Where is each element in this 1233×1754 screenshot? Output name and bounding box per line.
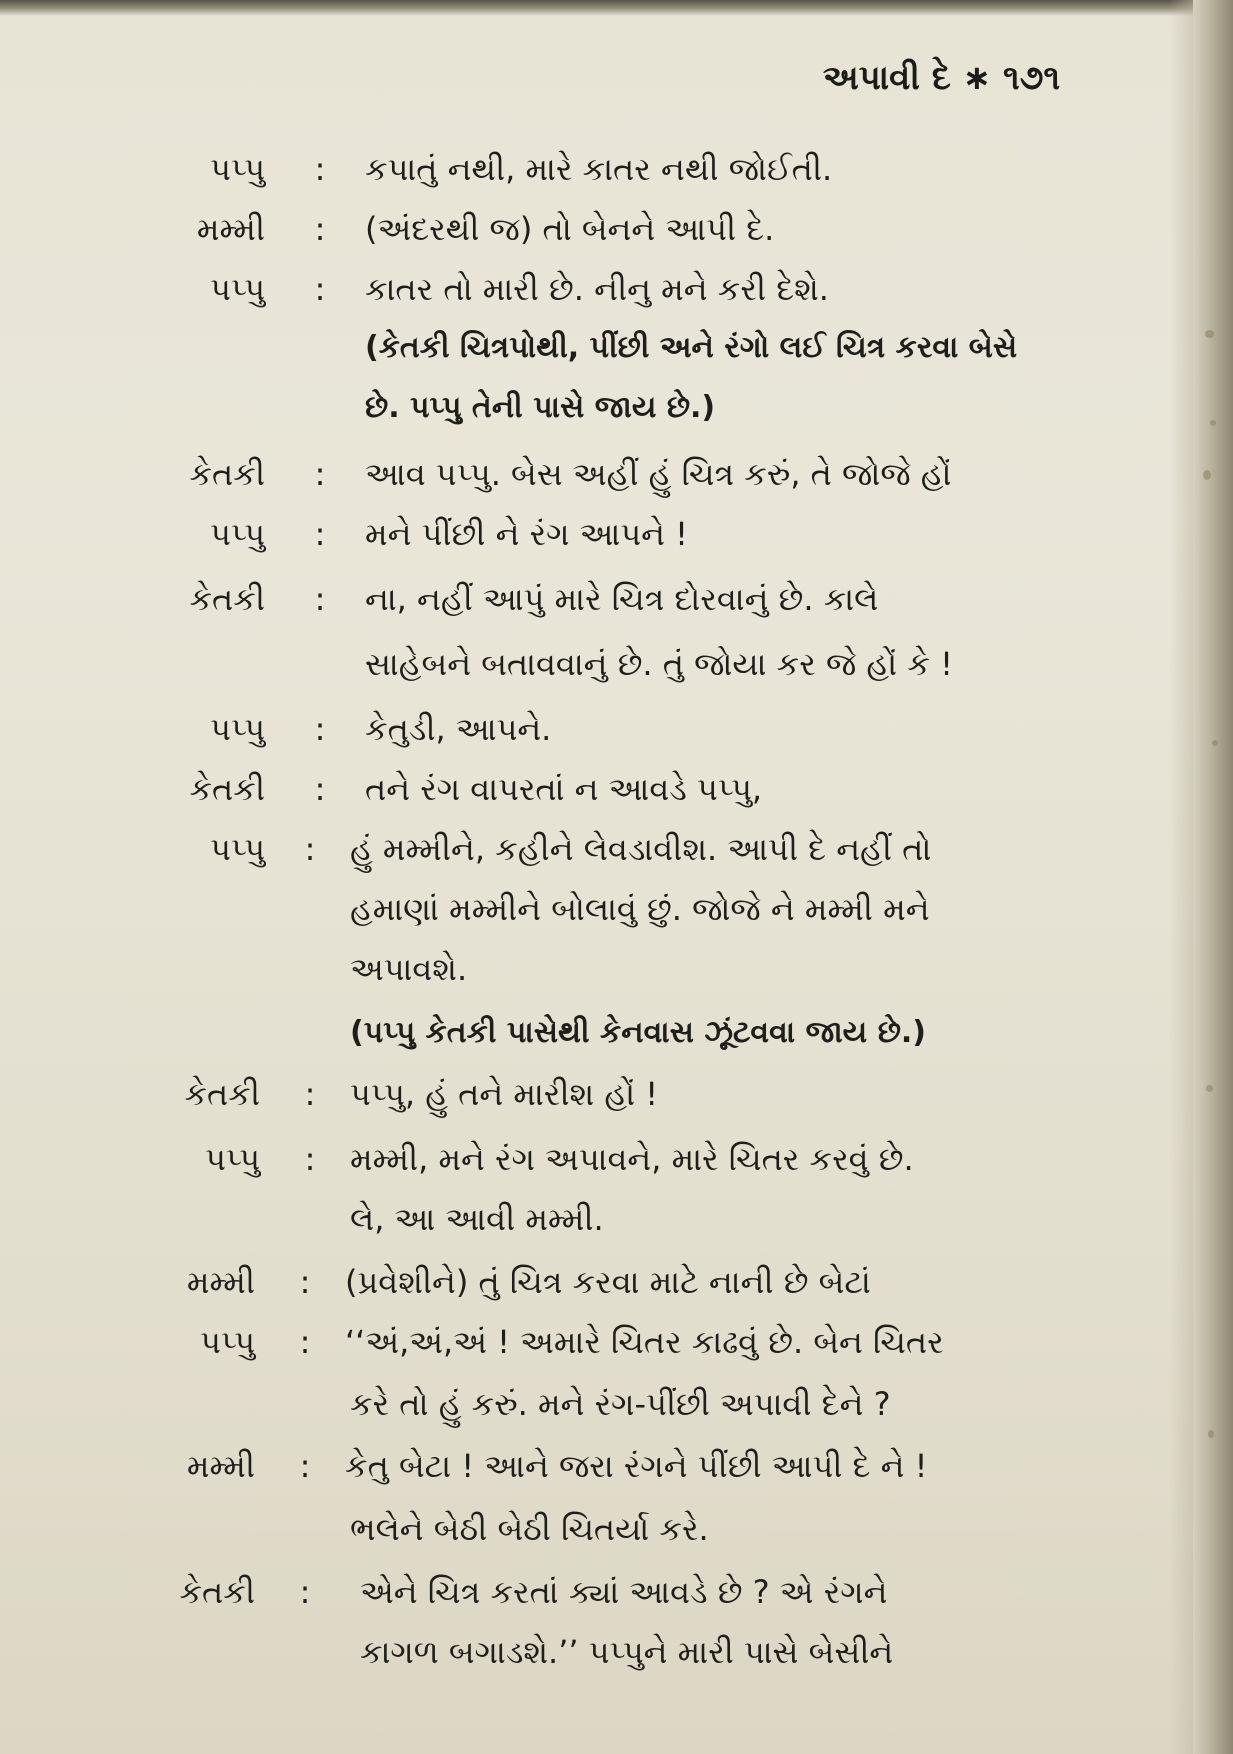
stain-spot (1206, 1085, 1213, 1092)
speaker-name: કેતકી (189, 455, 265, 493)
speaker-colon: : (314, 710, 326, 748)
speaker-colon: : (314, 150, 326, 188)
speaker-colon: : (314, 580, 326, 618)
dialogue-text: ના, નહીં આપું મારે ચિત્ર દોરવાનું છે. કાલે (365, 580, 879, 618)
speaker-name: કેતકી (184, 1075, 260, 1113)
dialogue-text: આવ પપ્પુ. બેસ અહીં હું ચિત્ર કરું, તે જોજે હોં (365, 455, 952, 493)
stain-spot (1203, 470, 1211, 480)
speaker-name: પપ્પુ (205, 1140, 260, 1178)
speaker-colon: : (314, 210, 326, 248)
speaker-colon: : (299, 1323, 311, 1361)
stain-spot (1210, 420, 1216, 426)
dialogue-text: હમાણાં મમ્મીને બોલાવું છું. જોજે ને મમ્મી મને (350, 890, 930, 928)
speaker-name: પપ્પુ (200, 1323, 255, 1361)
stage-direction: (કેતકી ચિત્રપોથી, પીંછી અને રંગો લઈ ચિત્ર કરવા બેસે (365, 330, 1018, 365)
dialogue-text: હું મમ્મીને, કહીને લેવડાવીશ. આપી દે નહીં તો (350, 830, 932, 868)
dialogue-text: તને રંગ વાપરતાં ન આવડે પપ્પુ, (365, 770, 763, 808)
speaker-name: પપ્પુ (210, 515, 265, 553)
dialogue-text: કેતુ બેટા ! આને જરા રંગને પીંછી આપી દે ને ! (345, 1447, 928, 1485)
stage-direction: છે. પપ્પુ તેની પાસે જાય છે.) (365, 390, 716, 425)
speaker-colon: : (304, 830, 316, 868)
dialogue-text: (અંદરથી જ) તો બેનને આપી દે. (365, 210, 775, 248)
speaker-name: મમ્મી (186, 1447, 255, 1485)
speaker-colon: : (314, 770, 326, 808)
dialogue-text: એને ચિત્ર કરતાં ક્યાં આવડે છે ? એ રંગને (360, 1573, 888, 1611)
dialogue-text: કાગળ બગાડશે.’’ પપ્પુને મારી પાસે બેસીને (360, 1633, 894, 1671)
dialogue-text: ‘‘અં,અં,અં ! અમારે ચિતર કાઢવું છે. બેન ચિતર (345, 1323, 944, 1361)
page-fold-shadow (1169, 0, 1193, 1754)
running-header: અપાવી દે ∗ ૧૭૧ (822, 58, 1060, 98)
dialogue-text: અપાવશે. (350, 950, 468, 988)
speaker-name: પપ્પુ (210, 270, 265, 308)
stage-direction: (પપ્પુ કેતકી પાસેથી કેનવાસ ઝૂંટવવા જાય છે.) (350, 1015, 926, 1050)
speaker-name: કેતકી (179, 1573, 255, 1611)
speaker-colon: : (304, 1075, 316, 1113)
speaker-colon: : (299, 1263, 311, 1301)
speaker-name: પપ્પુ (210, 150, 265, 188)
speaker-colon: : (314, 455, 326, 493)
dialogue-text: ભલેને બેઠી બેઠી ચિતર્યા કરે. (350, 1510, 709, 1548)
dialogue-text: કાતર તો મારી છે. નીનુ મને કરી દેશે. (365, 270, 829, 308)
stain-spot (1212, 740, 1218, 746)
speaker-name: પપ્પુ (210, 830, 265, 868)
speaker-colon: : (314, 270, 326, 308)
page-top-edge (0, 0, 1233, 16)
dialogue-text: મમ્મી, મને રંગ અપાવને, મારે ચિતર કરવું છે. (350, 1140, 914, 1178)
dialogue-text: (પ્રવેશીને) તું ચિત્ર કરવા માટે નાની છે બેટાં (345, 1263, 871, 1301)
page-right-edge (1193, 0, 1233, 1754)
dialogue-text: કેતુડી, આપને. (365, 710, 552, 748)
speaker-colon: : (299, 1447, 311, 1485)
speaker-name: કેતકી (189, 770, 265, 808)
dialogue-text: લે, આ આવી મમ્મી. (350, 1200, 604, 1238)
dialogue-text: મને પીંછી ને રંગ આપને ! (365, 515, 688, 553)
stain-spot (1208, 1430, 1214, 1438)
speaker-colon: : (314, 515, 326, 553)
dialogue-text: કપાતું નથી, મારે કાતર નથી જોઈતી. (365, 150, 833, 188)
stain-spot (1205, 330, 1214, 338)
dialogue-text: કરે તો હું કરું. મને રંગ-પીંછી અપાવી દેને ? (350, 1385, 891, 1423)
speaker-name: પપ્પુ (210, 710, 265, 748)
dialogue-text: પપ્પુ, હું તને મારીશ હોં ! (350, 1075, 659, 1113)
speaker-colon: : (304, 1140, 316, 1178)
speaker-colon: : (299, 1573, 311, 1611)
speaker-name: મમ્મી (196, 210, 265, 248)
speaker-name: કેતકી (189, 580, 265, 618)
dialogue-text: સાહેબને બતાવવાનું છે. તું જોયા કર જે હોં કે ! (365, 645, 953, 683)
speaker-name: મમ્મી (186, 1263, 255, 1301)
